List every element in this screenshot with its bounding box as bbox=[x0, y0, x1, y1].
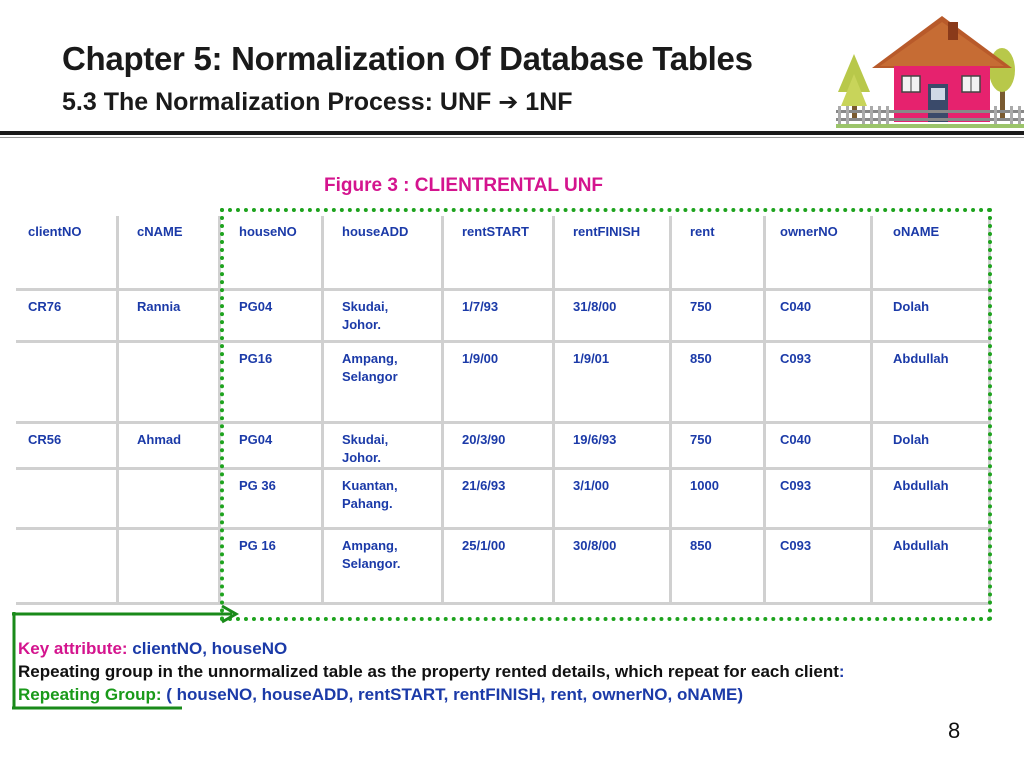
table-cell-rent: 750 bbox=[672, 424, 766, 470]
subtitle-left: 5.3 The Normalization Process: UNF bbox=[62, 88, 492, 116]
table-cell-ownerno: C093 bbox=[766, 343, 873, 424]
column-header-ownerno: ownerNO bbox=[766, 216, 873, 291]
repeating-group-label: Repeating Group: bbox=[18, 685, 167, 704]
table-cell-clientno bbox=[16, 530, 119, 605]
table-cell-houseno: PG 36 bbox=[221, 470, 324, 530]
table-cell-clientno: CR56 bbox=[16, 424, 119, 470]
column-header-houseadd: houseADD bbox=[324, 216, 444, 291]
subtitle-right: 1NF bbox=[525, 88, 573, 116]
table-cell-rent: 850 bbox=[672, 343, 766, 424]
table-cell-rentstart: 1/7/93 bbox=[444, 291, 555, 343]
table-cell-ownerno: C093 bbox=[766, 470, 873, 530]
table-cell-houseno: PG16 bbox=[221, 343, 324, 424]
column-header-rentfinish: rentFINISH bbox=[555, 216, 672, 291]
table-cell-cname bbox=[119, 343, 221, 424]
figure-title: Figure 3 : CLIENTRENTAL UNF bbox=[324, 175, 604, 196]
table-cell-houseadd: Ampang, Selangor. bbox=[324, 530, 444, 605]
table-cell-houseno: PG 16 bbox=[221, 530, 324, 605]
repeating-group-value: ( houseNO, houseADD, rentSTART, rentFINISH, rent, ownerNO, oNAME) bbox=[166, 685, 744, 704]
table-cell-houseno: PG04 bbox=[221, 291, 324, 343]
table-cell-rent: 850 bbox=[672, 530, 766, 605]
slide-title: Chapter 5: Normalization Of Database Tables bbox=[62, 40, 753, 77]
house-clipart-icon bbox=[836, 14, 1024, 128]
column-header-cname: cNAME bbox=[119, 216, 221, 291]
table-cell-rent: 750 bbox=[672, 291, 766, 343]
table-cell-oname: Dolah bbox=[873, 291, 991, 343]
table-cell-houseadd: Skudai, Johor. bbox=[324, 291, 444, 343]
table-cell-oname: Abdullah bbox=[873, 343, 991, 424]
table-cell-cname: Rannia bbox=[119, 291, 221, 343]
table-cell-rentfinish: 1/9/01 bbox=[555, 343, 672, 424]
page-number: 8 bbox=[948, 718, 961, 743]
table-cell-cname: Ahmad bbox=[119, 424, 221, 470]
table-cell-clientno bbox=[16, 470, 119, 530]
table-cell-clientno bbox=[16, 343, 119, 424]
table-cell-houseadd: Kuantan, Pahang. bbox=[324, 470, 444, 530]
slide-subtitle bbox=[62, 88, 573, 117]
table-cell-cname bbox=[119, 470, 221, 530]
table-cell-rent: 1000 bbox=[672, 470, 766, 530]
repeating-description: Repeating group in the unnormalized table as the property rented details, which repeat for each client bbox=[18, 662, 839, 681]
repeating-description-line bbox=[18, 660, 845, 683]
table-cell-houseadd: Skudai, Johor. bbox=[324, 424, 444, 470]
notes-block bbox=[18, 637, 845, 706]
header-rule-thin bbox=[0, 137, 1024, 138]
table-cell-ownerno: C040 bbox=[766, 291, 873, 343]
table-cell-houseadd: Ampang, Selangor bbox=[324, 343, 444, 424]
table-cell-cname bbox=[119, 530, 221, 605]
table-cell-oname: Abdullah bbox=[873, 530, 991, 605]
table-cell-rentstart: 1/9/00 bbox=[444, 343, 555, 424]
arrow-right-icon: ➔ bbox=[498, 89, 519, 116]
column-header-rent: rent bbox=[672, 216, 766, 291]
table-cell-rentfinish: 30/8/00 bbox=[555, 530, 672, 605]
header-rule bbox=[0, 131, 1024, 135]
table-cell-ownerno: C040 bbox=[766, 424, 873, 470]
table-cell-rentfinish: 19/6/93 bbox=[555, 424, 672, 470]
key-attribute-value: clientNO, houseNO bbox=[132, 639, 288, 658]
table-cell-rentstart: 20/3/90 bbox=[444, 424, 555, 470]
table-cell-ownerno: C093 bbox=[766, 530, 873, 605]
table-cell-oname: Dolah bbox=[873, 424, 991, 470]
key-attribute-label: Key attribute: bbox=[18, 639, 133, 658]
column-header-houseno: houseNO bbox=[221, 216, 324, 291]
repeating-group-line bbox=[18, 683, 845, 706]
repeating-description-colon: : bbox=[838, 662, 845, 681]
column-header-oname: oNAME bbox=[873, 216, 991, 291]
column-header-clientno: clientNO bbox=[16, 216, 119, 291]
table-cell-houseno: PG04 bbox=[221, 424, 324, 470]
repeating-group-highlight bbox=[220, 208, 992, 621]
table-cell-rentfinish: 31/8/00 bbox=[555, 291, 672, 343]
column-header-rentstart: rentSTART bbox=[444, 216, 555, 291]
table-cell-rentfinish: 3/1/00 bbox=[555, 470, 672, 530]
table-cell-rentstart: 21/6/93 bbox=[444, 470, 555, 530]
table-cell-rentstart: 25/1/00 bbox=[444, 530, 555, 605]
key-attribute-line bbox=[18, 637, 845, 660]
table-cell-oname: Abdullah bbox=[873, 470, 991, 530]
table-cell-clientno: CR76 bbox=[16, 291, 119, 343]
